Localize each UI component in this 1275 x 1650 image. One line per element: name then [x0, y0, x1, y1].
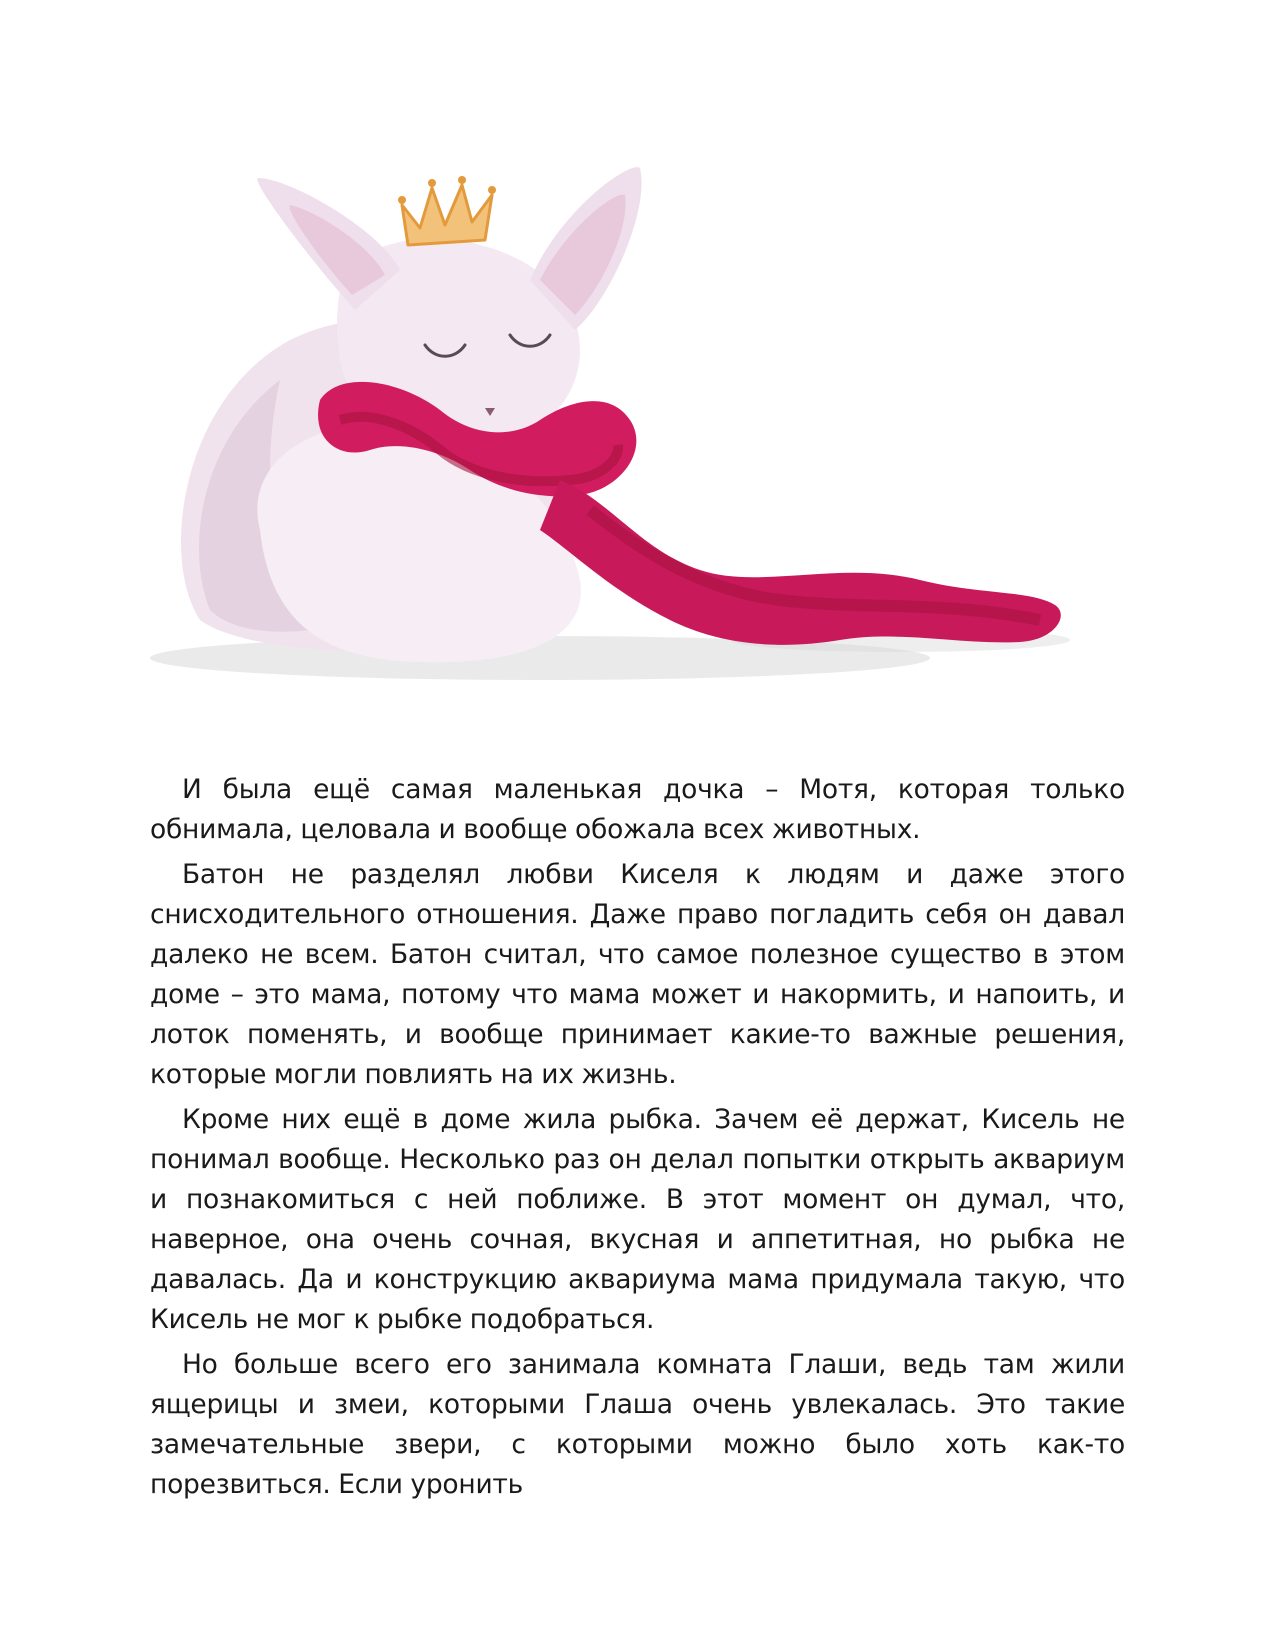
paragraph-4: Но больше всего его занимала комната Глаши, ведь там жили ящерицы и змеи, которыми Глаша очень увлекалась. Это такие замечательные звери, с которыми можно было хоть как-то порезвиться. Если уронить [150, 1349, 1125, 1500]
crown-icon [398, 176, 496, 245]
cat-illustration [140, 150, 1120, 740]
story-text [150, 770, 1125, 1510]
paragraph-2: Батон не разделял любви Киселя к людям и даже этого снисходительного отношения. Даже право погладить себя он давал далеко не всем. Батон считал, что самое полезное существо в этом доме – это мама, потому что мама может и накормить, и напоить, и лоток поменять, и вообще принимает какие-то важные решения, которые могли повлиять на их жизнь. [150, 859, 1125, 1090]
paragraph-3: Кроме них ещё в доме жила рыбка. Зачем её держат, Кисель не понимал вообще. Несколько раз он делал попытки открыть аквариум и познакомиться с ней поближе. В этот момент он думал, что, наверное, она очень сочная, вкусная и аппетитная, но рыбка не давалась. Да и конструкцию аквариума мама придумала такую, что Кисель не мог к рыбке подобраться. [150, 1104, 1125, 1335]
paragraph-1: И была ещё самая маленькая дочка – Мотя, которая только обнимала, целовала и вообще обожала всех животных. [150, 774, 1125, 845]
